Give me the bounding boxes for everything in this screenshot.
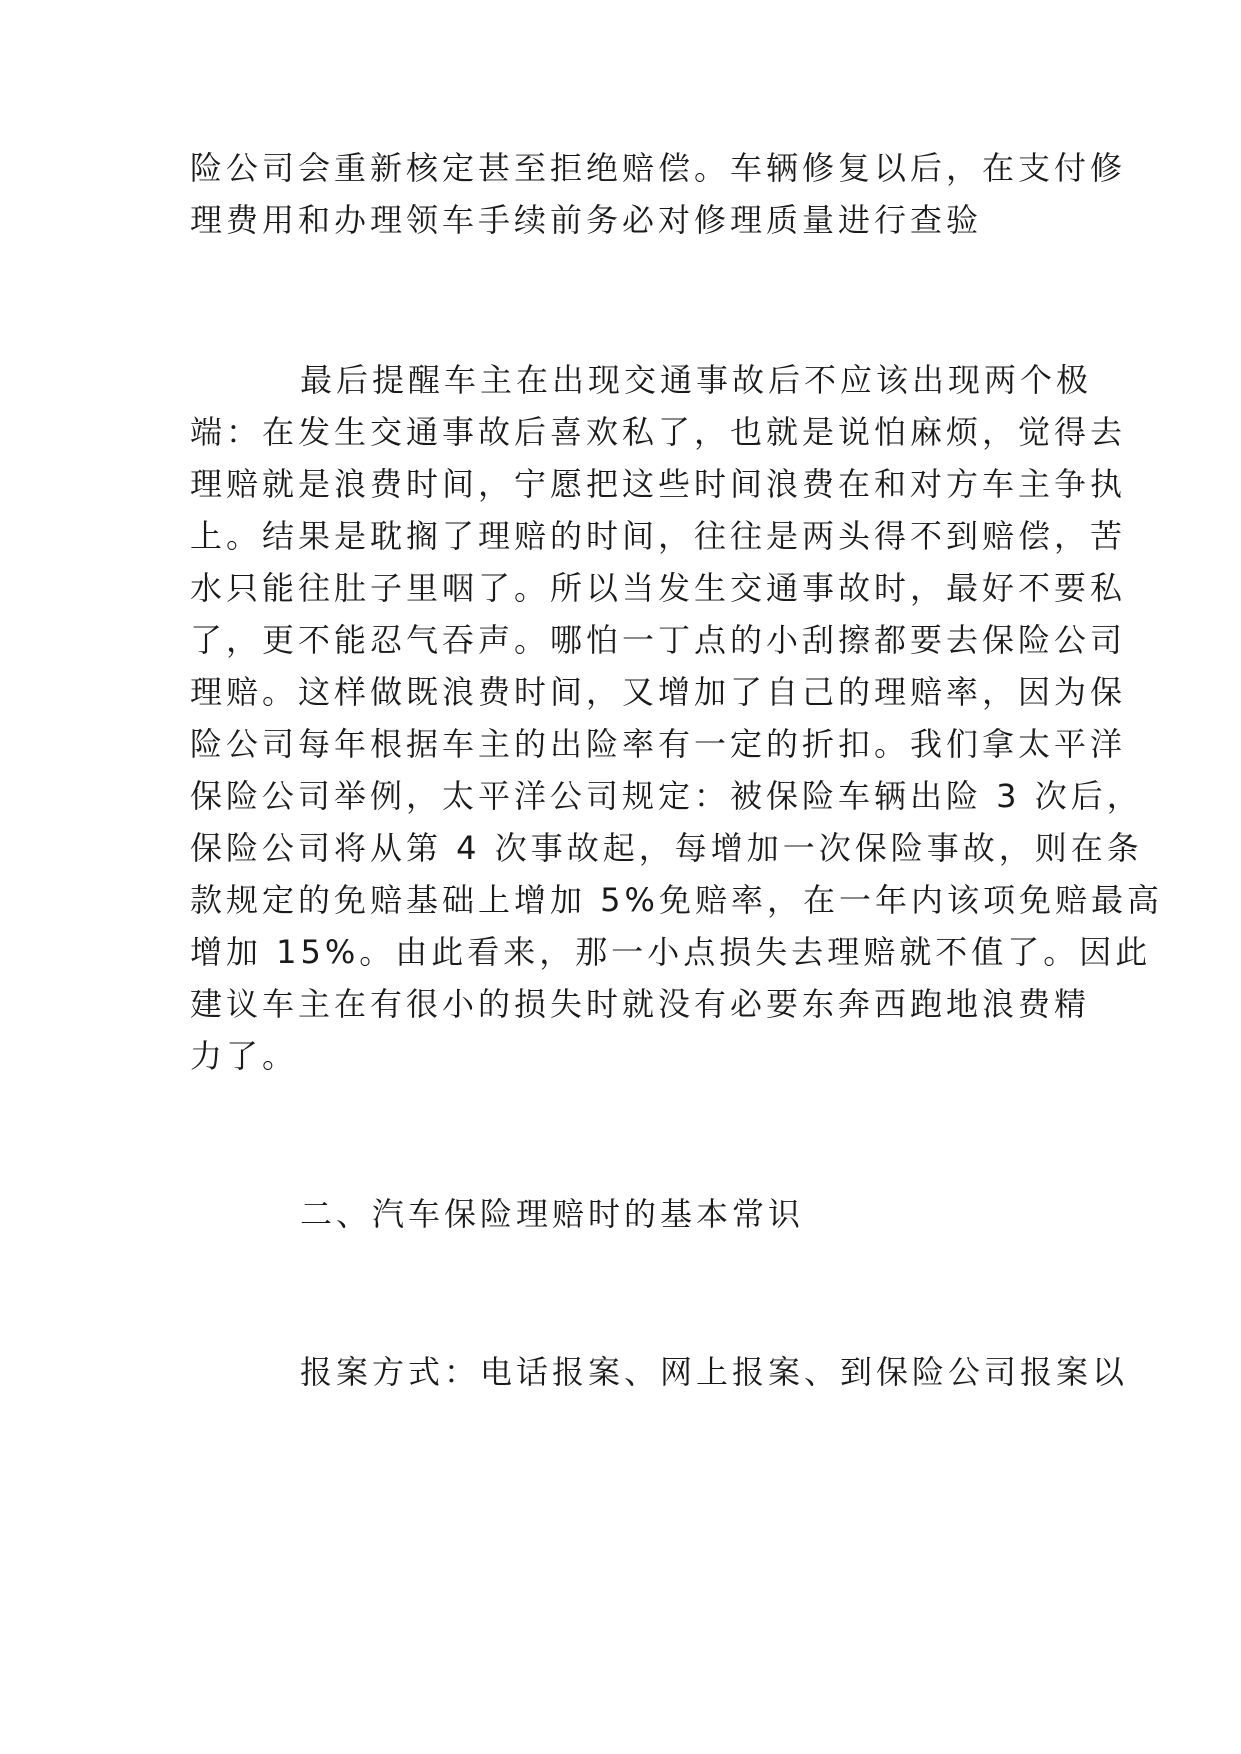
paragraph-2-line-9: 保险公司举例，太平洋公司规定：被保险车辆出险 3 次后，	[190, 777, 1143, 815]
paragraph-2-line-4: 上。结果是耽搁了理赔的时间，往往是两头得不到赔偿，苦	[190, 517, 1127, 555]
paragraph-3-line-1: 报案方式：电话报案、网上报案、到保险公司报案以	[300, 1353, 1129, 1391]
paragraph-2-line-6: 了，更不能忍气吞声。哪怕一丁点的小刮擦都要去保险公司	[190, 621, 1127, 659]
paragraph-2-line-3: 理赔就是浪费时间，宁愿把这些时间浪费在和对方车主争执	[190, 465, 1127, 503]
paragraph-2-line-7: 理赔。这样做既浪费时间，又增加了自己的理赔率，因为保	[190, 673, 1127, 711]
paragraph-2-line-8: 险公司每年根据车主的出险率有一定的折扣。我们拿太平洋	[190, 725, 1127, 763]
paragraph-2-line-12: 增加 15%。由此看来，那一小点损失去理赔就不值了。因此	[190, 933, 1152, 971]
paragraph-2-line-14: 力了。	[190, 1037, 299, 1075]
paragraph-1-line-2: 理费用和办理领车手续前务必对修理质量进行查验	[190, 201, 983, 239]
paragraph-2-line-13: 建议车主在有很小的损失时就没有必要东奔西跑地浪费精	[190, 985, 1091, 1023]
paragraph-2-line-11: 款规定的免赔基础上增加 5%免赔率，在一年内该项免赔最高	[190, 881, 1163, 919]
paragraph-2-line-2: 端：在发生交通事故后喜欢私了，也就是说怕麻烦，觉得去	[190, 413, 1127, 451]
paragraph-2-line-5: 水只能往肚子里咽了。所以当发生交通事故时，最好不要私	[190, 569, 1127, 607]
paragraph-2-line-1: 最后提醒车主在出现交通事故后不应该出现两个极	[300, 361, 1093, 399]
section-heading: 二、汽车保险理赔时的基本常识	[300, 1195, 805, 1233]
paragraph-2-line-10: 保险公司将从第 4 次事故起，每增加一次保险事故，则在条	[190, 829, 1143, 867]
paragraph-1-line-1: 险公司会重新核定甚至拒绝赔偿。车辆修复以后，在支付修	[190, 149, 1127, 187]
